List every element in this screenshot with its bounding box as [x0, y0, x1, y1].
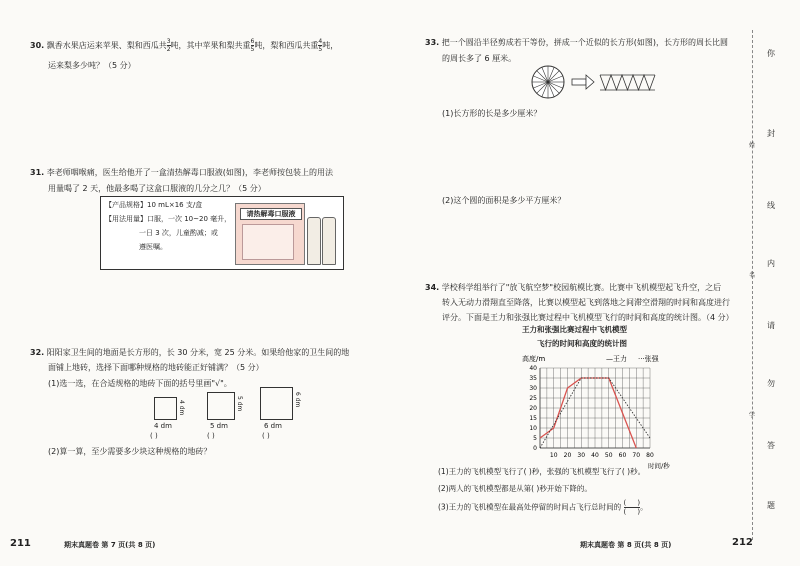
binding-char: 答: [767, 441, 775, 450]
tile-answer-paren[interactable]: ( ): [262, 432, 270, 440]
legend-zhang: ···张强: [638, 355, 659, 363]
tile-4dm: [154, 397, 177, 420]
tile-side-label: 4 dm: [178, 400, 185, 416]
binding-char: 勿: [767, 379, 775, 388]
x-tick-label: 10: [549, 452, 558, 459]
spec-line: 【产品规格】10 mL×16 支/盒: [105, 201, 203, 209]
bottle-icon: [322, 217, 336, 265]
question-30: [30, 38, 380, 53]
q33-line1: 把一个圆沿半径剪成若干等份，拼成一个近似的长方形(如图)，长方形的周长比圆: [441, 38, 728, 47]
question-number: 34.: [425, 283, 440, 292]
q33-line2: 的周长多了 6 厘米。: [442, 54, 517, 63]
footer-right-text: 期末真题卷 第 8 页(共 8 页): [580, 541, 672, 549]
flight-chart: [518, 350, 698, 470]
fraction-6-5: $\frac{6}{5}$: [250, 38, 255, 53]
q34-answer-1: (1)王力的飞机模型飞行了( )秒，张强的飞机模型飞行了( )秒。: [438, 467, 646, 476]
circle-to-rectangle-figure: [530, 64, 660, 100]
x-tick-label: 20: [563, 452, 572, 459]
chart-title-line2: 飞行的时间和高度的统计图: [537, 339, 627, 348]
q30-text-a: 飘香水果店运来苹果、梨和西瓜共: [46, 41, 167, 50]
binding-small-char: 学: [748, 412, 755, 419]
q32-sub1: (1)选一选，在合适规格的地砖下面的括号里画"√"。: [48, 379, 232, 388]
question-31: [30, 165, 390, 180]
q31-line2: 用量喝了 2 天，他最多喝了这盒口服液的几分之几？（5 分）: [48, 184, 266, 193]
y-tick-label: 40: [529, 365, 537, 372]
tile-6dm: [260, 387, 293, 420]
right-page: [400, 0, 800, 566]
x-tick-label: 70: [632, 452, 641, 459]
question-number: 32.: [30, 348, 45, 357]
tile-side-label: 6 dm: [294, 392, 301, 408]
y-tick-label: 15: [529, 415, 537, 422]
y-tick-label: 10: [529, 425, 537, 432]
x-tick-label: 30: [577, 452, 586, 459]
fraction-blank[interactable]: $\frac{( )}{( )}$: [623, 499, 641, 516]
page-number-right: 212: [732, 537, 753, 548]
question-33: [425, 35, 755, 50]
legend-wang: —王力: [606, 355, 627, 363]
q31-line1: 李老师咽喉痛，医生给他开了一盒清热解毒口服液(如图)，李老师按包装上的用法: [46, 168, 333, 177]
bottle-icon: [307, 217, 321, 265]
fraction-3-2: $\frac{3}{2}$: [166, 38, 171, 53]
question-number: 31.: [30, 168, 45, 177]
page-number-left: 211: [10, 538, 31, 549]
tile-bottom-label: 5 dm: [210, 422, 228, 430]
x-tick-label: 50: [604, 452, 613, 459]
question-32: [30, 345, 390, 360]
y-tick-label: 25: [529, 395, 537, 402]
sliced-circle-icon: [532, 66, 564, 98]
usage-line-3: 遵医嘱。: [139, 243, 167, 251]
q34-line1: 学校科学组举行了"放飞航空梦"校园航模比赛。比赛中飞机模型起飞升空，之后: [441, 283, 722, 292]
tile-answer-paren[interactable]: ( ): [150, 432, 158, 440]
box-panel: [242, 224, 294, 260]
medicine-box: [235, 203, 305, 265]
tile-side-label: 5 dm: [236, 396, 243, 412]
y-tick-label: 0: [533, 445, 537, 452]
q34-answer-2: (2)两人的飞机模型都是从第( )秒开始下降的。: [438, 484, 592, 493]
approx-rectangle-icon: [600, 75, 655, 90]
q34-answer-3: (3)王力的飞机模型在最高处停留的时间占飞行总时间的 $\frac{( )}{( )}$ 。: [438, 499, 648, 516]
tile-5dm: [207, 392, 235, 420]
question-34: [425, 280, 755, 295]
y-tick-label: 20: [529, 405, 537, 412]
tile-bottom-label: 6 dm: [264, 422, 282, 430]
tile-answer-paren[interactable]: ( ): [207, 432, 215, 440]
product-name: 请热解毒口服液: [240, 208, 302, 220]
q30-line2: 运来梨多少吨？（5 分）: [48, 61, 136, 70]
footer-left-text: 期末真题卷 第 7 页(共 8 页): [64, 541, 156, 549]
usage-line: 【用法用量】口服，一次 10~20 毫升，: [105, 215, 232, 223]
binding-char: 内: [767, 259, 775, 268]
q33-sub2: (2)这个圆的面积是多少平方厘米？: [442, 196, 566, 205]
chart-title-line1: 王力和张强比赛过程中飞机模型: [522, 325, 627, 334]
arrow-right-icon: [572, 75, 594, 89]
q32-sub2: (2)算一算，至少需要多少块这种规格的地砖？: [48, 447, 212, 456]
q32-line1: 阳阳家卫生间的地面是长方形的，长 30 分米，宽 25 分米。如果给他家的卫生间的地: [46, 348, 350, 357]
question-number: 30.: [30, 41, 45, 50]
tile-bottom-label: 4 dm: [154, 422, 172, 430]
x-tick-label: 40: [591, 452, 599, 459]
y-tick-label: 35: [529, 375, 537, 382]
q30-text-b: 吨，其中苹果和梨共重: [170, 41, 251, 50]
y-tick-label: 5: [533, 435, 537, 442]
x-tick-label: 60: [618, 452, 627, 459]
fraction-4-5: $\frac{4}{5}$: [318, 38, 323, 53]
y-axis-label: 高度/m: [522, 355, 546, 363]
q30-text-c: 吨，梨和西瓜共重: [254, 41, 319, 50]
question-number: 33.: [425, 38, 440, 47]
q30-text-d: 吨，: [322, 41, 339, 50]
q33-sub1: (1)长方形的长是多少厘米？: [442, 109, 542, 118]
binding-char: 线: [767, 201, 775, 210]
medicine-label-figure: [100, 196, 344, 270]
binding-char: 封: [767, 129, 775, 138]
q32-line2: 面铺上地砖，选择下面哪种规格的地砖能正好铺满？（5 分）: [48, 363, 264, 372]
q34-line2: 转入无动力滑翔直至降落，比赛以模型起飞到落地之间滞空滑翔的时间和高度进行: [442, 298, 730, 307]
binding-small-char: 姓: [748, 142, 755, 149]
y-tick-label: 30: [529, 385, 537, 392]
binding-char: 请: [767, 321, 775, 330]
binding-char: 你: [767, 49, 775, 58]
x-tick-label: 80: [646, 452, 654, 459]
binding-small-char: 名: [748, 272, 755, 279]
x-axis-label: 时间/秒: [648, 462, 670, 470]
binding-char: 题: [767, 501, 775, 510]
q34-line3: 评分。下面是王力和张强比赛过程中飞机模型飞行的时间和高度的统计图。（4 分）: [442, 313, 734, 322]
binding-dashed-line: [752, 30, 753, 540]
usage-line-2: 一日 3 次，儿童酌减；或: [139, 229, 218, 237]
